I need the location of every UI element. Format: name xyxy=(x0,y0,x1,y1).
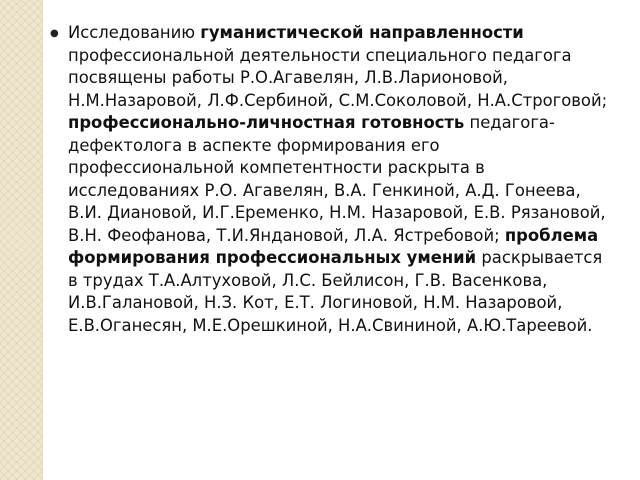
text-run-humanistic-focus: гуманистической направленности xyxy=(200,23,524,42)
slide-content xyxy=(50,22,610,337)
text-run-skills-problem: проблема формирования профессиональных умений xyxy=(68,225,599,267)
bullet-item xyxy=(50,22,610,337)
bullet-paragraph xyxy=(68,22,610,337)
text-run-readiness-authors: педагога-дефектолога в аспекте формирования его профессиональной компетентности раскрыта в исследованиях Р.О. Агавелян, В.А. Генкиной, А.Д. Гонеева, В.И. Диановой, И.Г.Еременко, Н.М. Назаровой, Е.В. Рязановой, В.Н. Феофанова, Т.И.Яндановой, Л.А. Ястребовой; xyxy=(68,113,606,245)
text-run-intro: Исследованию xyxy=(68,23,201,42)
text-run-readiness: профессионально-личностная готовность xyxy=(68,113,465,132)
text-run-skills-authors: раскрывается в трудах Т.А.Алтуховой, Л.С. Бейлисон, Г.В. Васенкова, И.В.Галановой, Н.З. Кот, Е.Т. Логиновой, Н.М. Назаровой, Е.В.Оганесян, М.Е.Орешкиной, Н.А.Свининой, А.Ю.Тареевой. xyxy=(68,248,603,335)
bullet-dot-icon: ● xyxy=(50,28,59,39)
text-run-humanistic-authors: профессиональной деятельности специального педагога посвящены работы Р.О.Агавелян, Л.В.Ларионовой, Н.М.Назаровой, Л.Ф.Сербиной, С.М.Соколовой, Н.А.Строговой; xyxy=(68,45,608,110)
decorative-side-stripe xyxy=(0,0,43,480)
